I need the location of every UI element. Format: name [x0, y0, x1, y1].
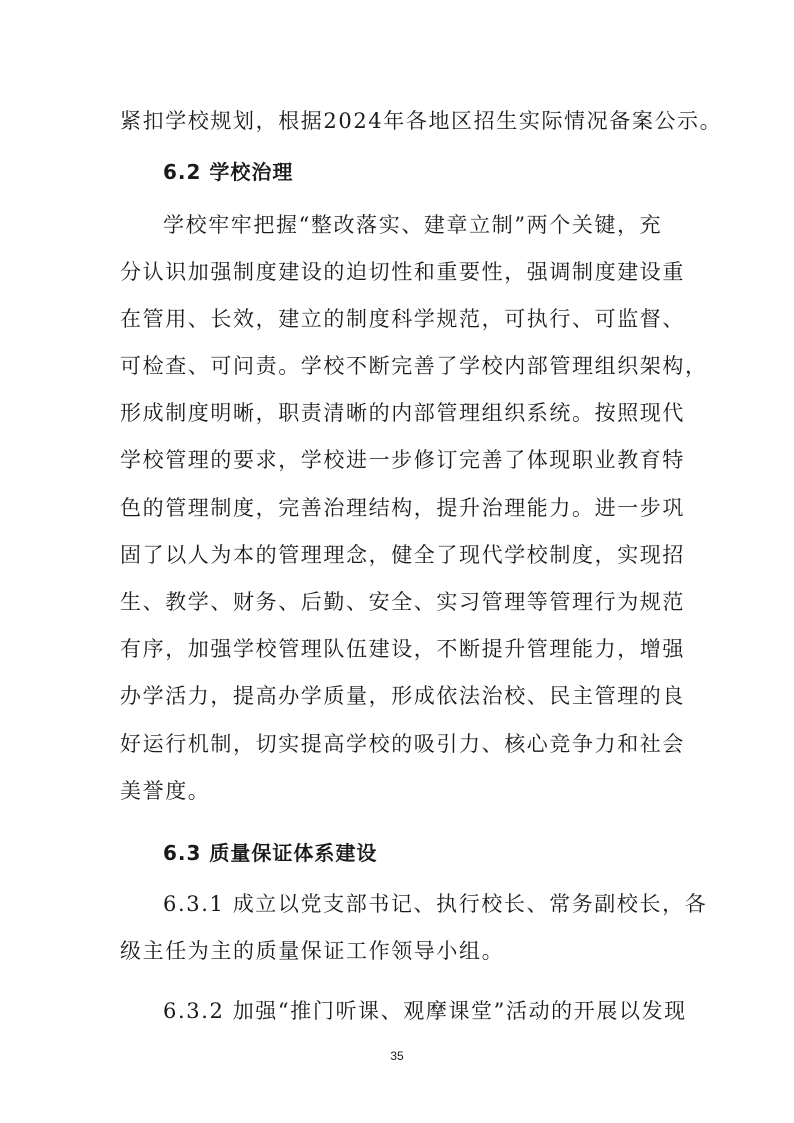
body-text-line: 有序，加强学校管理队伍建设，不断提升管理能力，增强: [120, 637, 685, 661]
body-text-line: 紧扣学校规划，根据2024年各地区招生实际情况备案公示。: [120, 109, 723, 133]
body-text-line: 固了以人为本的管理理念，健全了现代学校制度，实现招: [120, 543, 685, 567]
body-text-line: 分认识加强制度建设的迫切性和重要性，强调制度建设重: [120, 260, 685, 284]
body-text-line: 可检查、可问责。学校不断完善了学校内部管理组织架构，: [120, 354, 708, 378]
body-text-line: 办学活力，提高办学质量，形成依法治校、民主管理的良: [120, 684, 685, 708]
body-text-line: 学校牢牢把握“整改落实、建章立制”两个关键，充: [163, 213, 663, 237]
body-text-line: 6.3.1 成立以党支部书记、执行校长、常务副校长，各: [163, 892, 708, 916]
body-text-line: 色的管理制度，完善治理结构，提升治理能力。进一步巩: [120, 496, 685, 520]
body-text-line: 级主任为主的质量保证工作领导小组。: [120, 939, 505, 963]
body-text-line: 生、教学、财务、后勤、安全、实习管理等管理行为规范: [120, 590, 685, 614]
body-text-line: 6.3.2 加强“推门听课、观摩课堂”活动的开展以发现: [163, 999, 687, 1023]
body-text-line: 在管用、长效，建立的制度科学规范，可执行、可监督、: [120, 307, 685, 331]
page-number: 35: [390, 1049, 404, 1063]
section-heading-6-2: 6.2 学校治理: [163, 160, 294, 184]
body-text-line: 好运行机制，切实提高学校的吸引力、核心竞争力和社会: [120, 732, 685, 756]
section-heading-6-3: 6.3 质量保证体系建设: [163, 841, 378, 865]
body-text-line: 学校管理的要求，学校进一步修订完善了体现职业教育特: [120, 448, 685, 472]
body-text-line: 美誉度。: [120, 779, 211, 803]
body-text-line: 形成制度明晰，职责清晰的内部管理组织系统。按照现代: [120, 401, 685, 425]
